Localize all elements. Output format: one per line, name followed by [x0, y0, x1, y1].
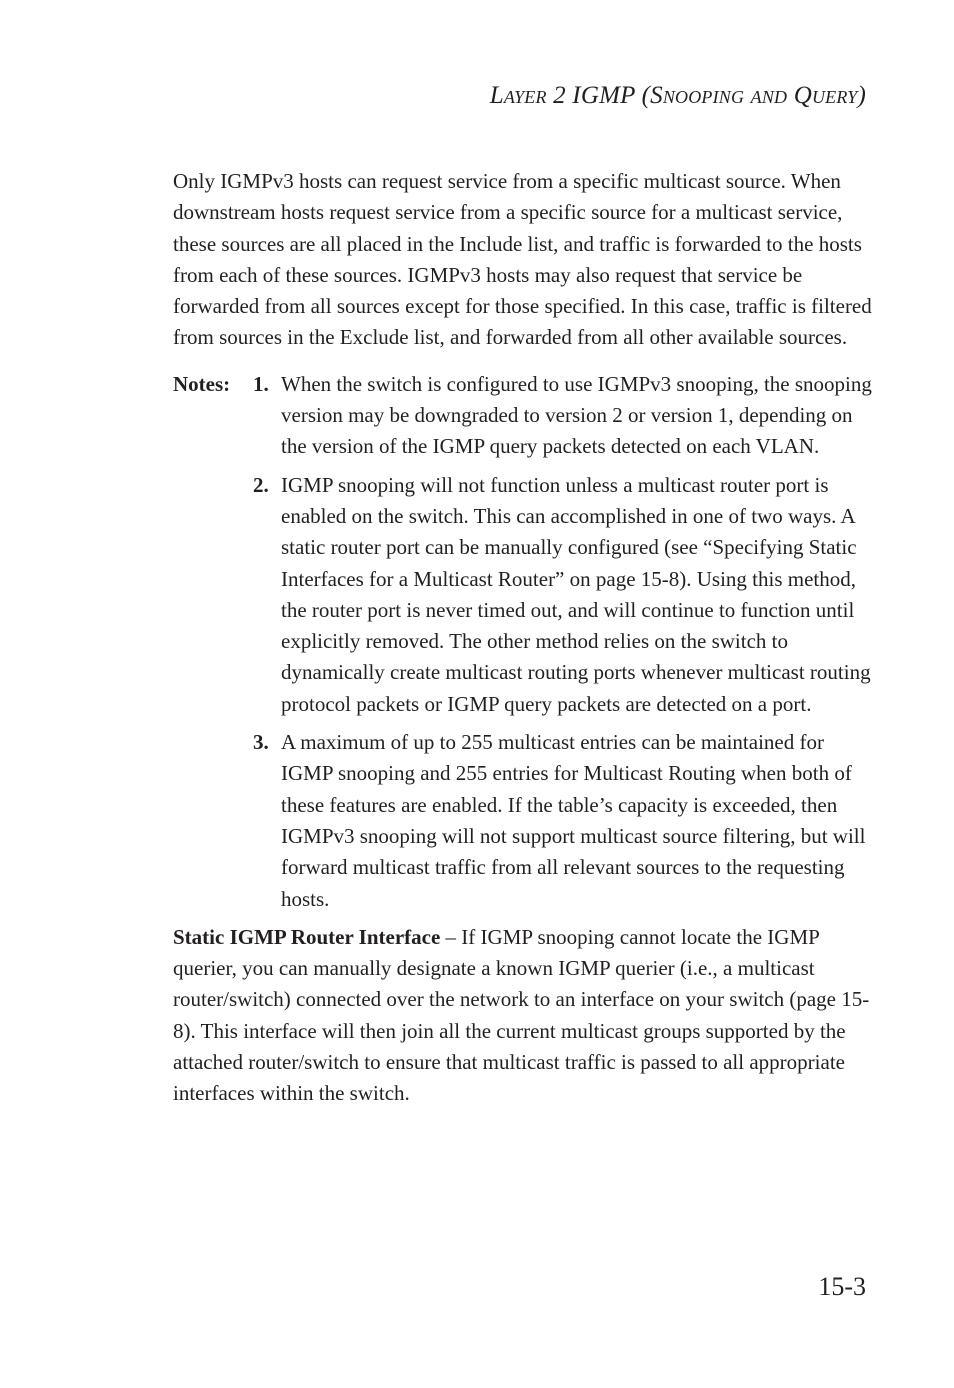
static-router-paragraph: [173, 922, 873, 1110]
note-text: IGMP snooping will not function unless a multicast router port is enabled on the switch. This can accomplished in one of two ways. A static router port can be manually configured (see “Specifying Static Interfaces for a Multicast Router” on page 15-8). Using this method, the router port is never timed out, and will continue to function until explicitly removed. The other method relies on the switch to dynamically create multicast routing ports whenever multicast routing protocol packets or IGMP query packets are detected on a port.: [281, 472, 871, 716]
notes-list: [173, 369, 873, 915]
running-header: Layer 2 IGMP (Snooping and Query): [489, 82, 866, 109]
intro-paragraph: Only IGMPv3 hosts can request service from a specific multicast source. When downstream hosts request service from a specific source for a multicast service, these sources are all placed in the Include list, and traffic is forwarded to the hosts from each of these sources. IGMPv3 hosts may also request that service be forwarded from all sources except for those specified. In this case, traffic is filtered from sources in the Exclude list, and forwarded from all other available sources.: [173, 169, 872, 350]
notes-label: Notes:: [173, 371, 231, 396]
note-number: 1.: [253, 371, 269, 396]
note-item: [173, 727, 873, 915]
static-router-term: Static IGMP Router Interface: [173, 924, 441, 949]
static-router-text: – If IGMP snooping cannot locate the IGMP querier, you can manually designate a known IGMP querier (i.e., a multicast router/switch) connected over the network to an interface on your switch (page 15-8). This interface will then join all the current multicast groups supported by the attached router/switch to ensure that multicast traffic is passed to all appropriate interfaces within the switch.: [173, 924, 870, 1106]
note-item: [173, 369, 873, 463]
note-item: [173, 470, 873, 720]
note-number: 3.: [253, 730, 269, 755]
note-number: 2.: [253, 472, 269, 497]
note-text: When the switch is configured to use IGMPv3 snooping, the snooping version may be downgraded to version 2 or version 1, depending on the version of the IGMP query packets detected on each VLAN.: [281, 371, 872, 459]
page-body: [173, 166, 873, 1110]
note-text: A maximum of up to 255 multicast entries can be maintained for IGMP snooping and 255 entries for Multicast Routing when both of these features are enabled. If the table’s capacity is exceeded, then IGMPv3 snooping will not support multicast source filtering, but will forward multicast traffic from all relevant sources to the requesting hosts.: [281, 730, 866, 911]
page-number: 15-3: [818, 1272, 866, 1301]
